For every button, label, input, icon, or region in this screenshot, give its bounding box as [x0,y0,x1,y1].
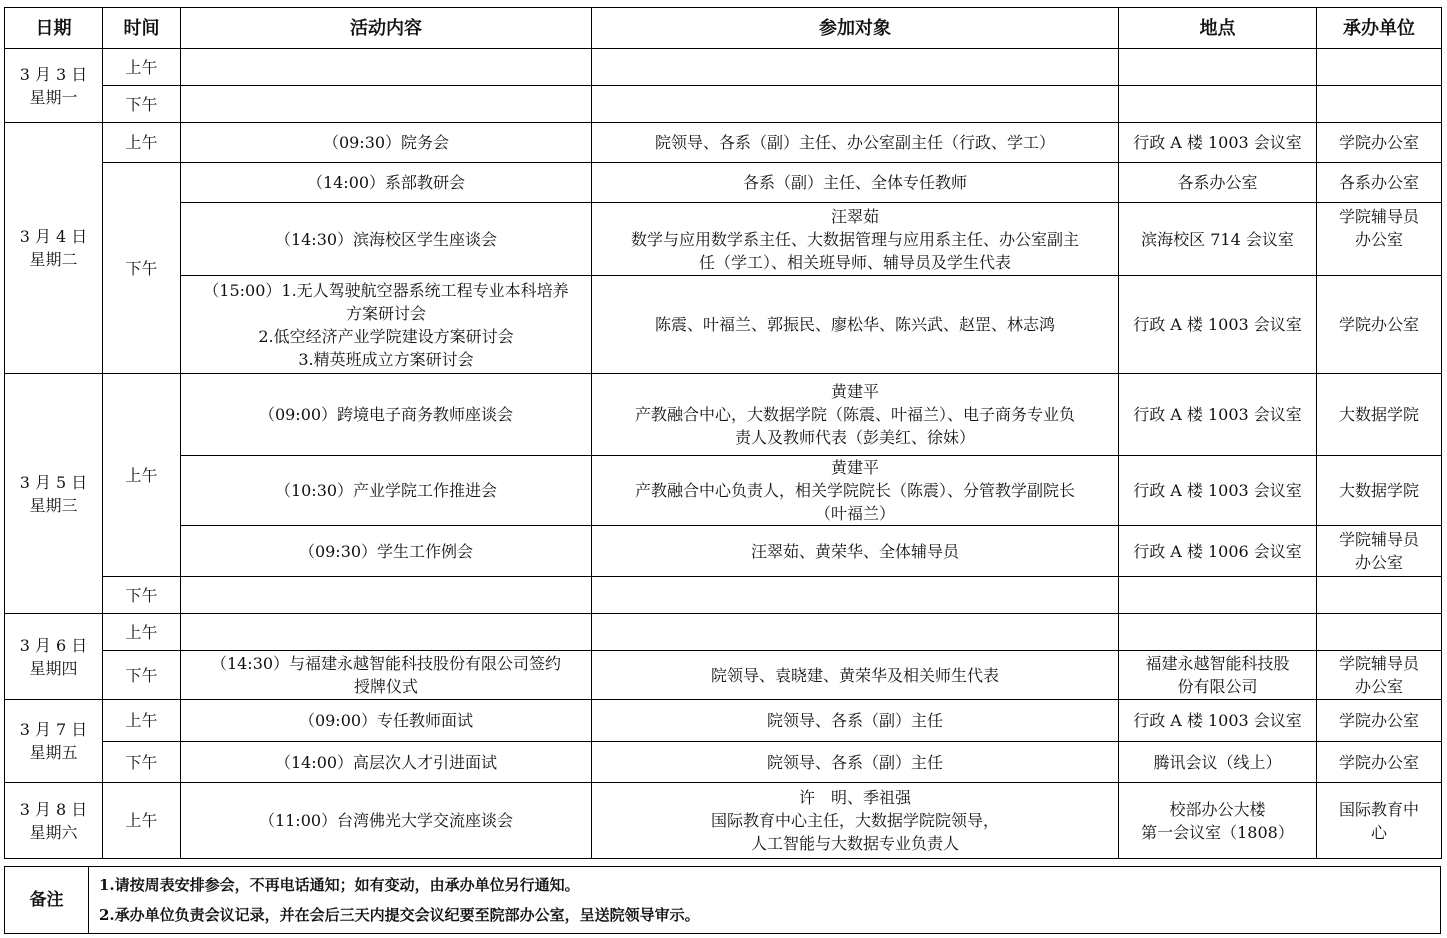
content-cell: （14:30）滨海校区学生座谈会 [181,203,592,276]
weekday-text: 星期二 [29,250,78,269]
location-cell: 行政 A 楼 1006 会议室 [1119,526,1317,577]
location-cell: 行政 A 楼 1003 会议室 [1119,374,1317,456]
content-cell: （09:00）专任教师面试 [181,700,592,742]
empty-cell [592,577,1119,614]
table-row [5,123,1442,163]
header-participants: 参加对象 [592,8,1119,49]
empty-cell [1119,577,1317,614]
date-text: 3 月 5 日 [19,472,88,492]
participants-cell: 陈震、叶福兰、郭振民、廖松华、陈兴武、赵罡、林志鸿 [592,276,1119,374]
time-cell: 下午 [103,651,181,700]
table-row [5,526,1442,577]
participants-cell: 院领导、各系（副）主任 [592,700,1119,742]
weekday-text: 星期三 [29,495,78,515]
date-cell [5,614,103,700]
table-row [5,651,1442,700]
organizer-cell: 学院办公室 [1317,123,1442,163]
time-cell: 上午 [103,783,181,859]
empty-cell [592,614,1119,651]
notes-row [5,867,1441,934]
location-cell: 行政 A 楼 1003 会议室 [1119,123,1317,163]
weekday-text: 星期一 [29,87,78,107]
empty-cell [592,49,1119,86]
header-time: 时间 [103,8,181,49]
table-row [5,86,1442,123]
table-row [5,276,1442,374]
weekday-text: 星期六 [29,822,78,842]
empty-cell [1317,577,1442,614]
header-row [5,8,1442,49]
table-row [5,700,1442,742]
organizer-cell: 国际教育中 心 [1317,783,1442,859]
empty-cell [592,86,1119,123]
empty-cell [1317,86,1442,123]
organizer-cell: 学院辅导员 办公室 [1317,651,1442,700]
organizer-cell: 大数据学院 [1317,456,1442,526]
time-cell: 下午 [103,86,181,123]
empty-cell [1317,49,1442,86]
organizer-cell: 学院办公室 [1317,742,1442,783]
date-text: 3 月 3 日 [19,64,88,84]
time-cell: 上午 [103,700,181,742]
location-cell: 腾讯会议（线上） [1119,742,1317,783]
table-row [5,742,1442,783]
header-date: 日期 [5,8,103,49]
content-cell: （09:30）院务会 [181,123,592,163]
content-cell: （14:00）高层次人才引进面试 [181,742,592,783]
organizer-cell: 学院辅导员 办公室 [1317,203,1442,276]
participants-cell: 黄建平 产教融合中心，大数据学院（陈震、叶福兰）、电子商务专业负 责人及教师代表（彭美红、徐妹） [592,374,1119,456]
empty-cell [1119,49,1317,86]
empty-cell [1119,614,1317,651]
table-row [5,374,1442,456]
participants-cell: 汪翠茹 数学与应用数学系主任、大数据管理与应用系主任、办公室副主 任（学工）、相关班导师、辅导员及学生代表 [592,203,1119,276]
table-row [5,203,1442,276]
weekday-text: 星期五 [29,743,78,762]
content-cell: （09:30）学生工作例会 [181,526,592,577]
time-cell: 下午 [103,577,181,614]
participants-cell: 黄建平 产教融合中心负责人，相关学院院长（陈震）、分管教学副院长 （叶福兰） [592,456,1119,526]
empty-cell [1317,614,1442,651]
table-row [5,456,1442,526]
time-cell: 下午 [103,742,181,783]
schedule-wrapper [4,7,1441,859]
participants-cell: 各系（副）主任、全体专任教师 [592,163,1119,203]
date-cell [5,783,103,859]
location-cell: 福建永越智能科技股 份有限公司 [1119,651,1317,700]
header-content: 活动内容 [181,8,592,49]
empty-cell [181,577,592,614]
location-cell: 行政 A 楼 1003 会议室 [1119,276,1317,374]
date-cell [5,123,103,374]
date-text: 3 月 8 日 [19,799,88,819]
empty-cell [181,614,592,651]
note-line: 2.承办单位负责会议记录，并在会后三天内提交会议纪要至院部办公室，呈送院领导审示。 [99,906,700,924]
time-cell: 上午 [103,49,181,86]
notes-section [4,866,1441,934]
time-cell: 上午 [103,123,181,163]
date-text: 3 月 4 日 [19,227,88,246]
location-cell: 行政 A 楼 1003 会议室 [1119,700,1317,742]
content-cell: （14:30）与福建永越智能科技股份有限公司签约 授牌仪式 [181,651,592,700]
location-cell: 行政 A 楼 1003 会议室 [1119,456,1317,526]
organizer-cell: 学院办公室 [1317,700,1442,742]
table-row [5,49,1442,86]
time-cell: 下午 [103,163,181,374]
location-cell: 滨海校区 714 会议室 [1119,203,1317,276]
date-text: 3 月 6 日 [19,635,88,655]
empty-cell [1119,86,1317,123]
time-cell: 上午 [103,374,181,577]
participants-cell: 院领导、袁晓建、黄荣华及相关师生代表 [592,651,1119,700]
table-row [5,783,1442,859]
weekly-schedule-table [4,7,1442,859]
notes-table [4,866,1441,934]
participants-cell: 许 明、季祖强 国际教育中心主任，大数据学院院领导， 人工智能与大数据专业负责人 [592,783,1119,859]
note-line: 1.请按周表安排参会，不再电话通知；如有变动，由承办单位另行通知。 [99,876,580,894]
location-cell: 校部办公大楼 第一会议室（1808） [1119,783,1317,859]
content-cell: （09:00）跨境电子商务教师座谈会 [181,374,592,456]
organizer-cell: 学院办公室 [1317,276,1442,374]
participants-cell: 院领导、各系（副）主任、办公室副主任（行政、学工） [592,123,1119,163]
header-organizer: 承办单位 [1317,8,1442,49]
content-cell: （11:00）台湾佛光大学交流座谈会 [181,783,592,859]
date-cell [5,374,103,614]
participants-cell: 汪翠茹、黄荣华、全体辅导员 [592,526,1119,577]
date-text: 3 月 7 日 [19,720,88,739]
header-location: 地点 [1119,8,1317,49]
table-row [5,163,1442,203]
table-row [5,614,1442,651]
notes-text [89,867,1441,934]
notes-label: 备注 [5,867,89,934]
time-cell: 上午 [103,614,181,651]
organizer-cell: 各系办公室 [1317,163,1442,203]
location-cell: 各系办公室 [1119,163,1317,203]
empty-cell [181,86,592,123]
content-cell: （14:00）系部教研会 [181,163,592,203]
table-row [5,577,1442,614]
content-cell: （15:00）1.无人驾驶航空器系统工程专业本科培养 方案研讨会 2.低空经济产业学院建设方案研讨会 3.精英班成立方案研讨会 [181,276,592,374]
content-cell: （10:30）产业学院工作推进会 [181,456,592,526]
date-cell [5,49,103,123]
organizer-cell: 学院辅导员 办公室 [1317,526,1442,577]
organizer-cell: 大数据学院 [1317,374,1442,456]
empty-cell [181,49,592,86]
weekday-text: 星期四 [29,658,78,678]
participants-cell: 院领导、各系（副）主任 [592,742,1119,783]
date-cell [5,700,103,783]
